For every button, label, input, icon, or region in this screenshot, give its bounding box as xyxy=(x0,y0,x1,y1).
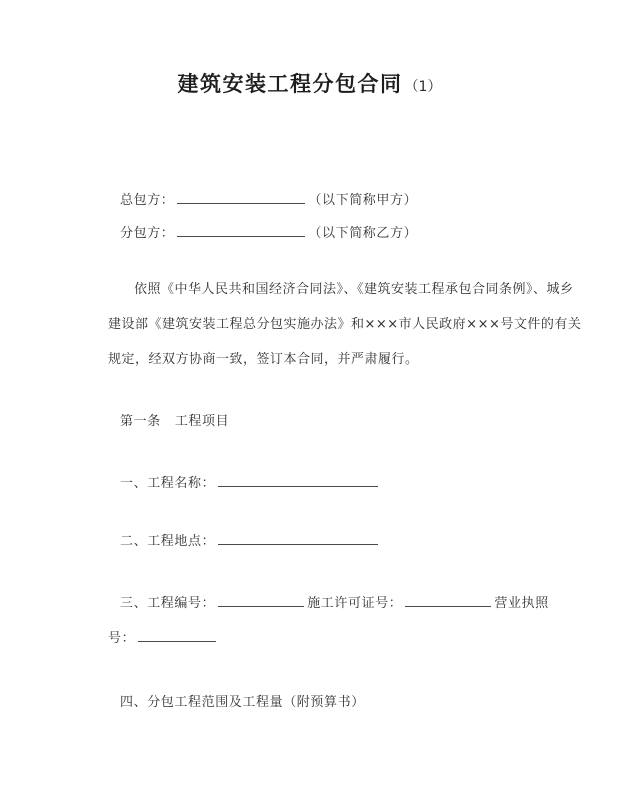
preamble-paragraph xyxy=(108,272,582,377)
party-row-subcontractor xyxy=(108,216,512,251)
item-project-numbers xyxy=(108,586,549,656)
party-row-general-contractor xyxy=(108,183,512,218)
preamble-line-2: 建设部《建筑安装工程总分包实施办法》和×××市人民政府×××号文件的有关 xyxy=(108,317,582,332)
preamble-line-1: 依照《中华人民共和国经济合同法》、《建筑安装工程承包合同条例》、城乡 xyxy=(134,282,574,297)
general-contractor-label: 总包方： xyxy=(120,193,175,208)
item-project-location-label: 二、工程地点： xyxy=(120,534,216,549)
item-construction-permit-blank[interactable] xyxy=(405,593,491,607)
item-construction-permit-label: 施工许可证号： xyxy=(307,596,403,611)
item-business-license-cont-label: 号： xyxy=(108,631,136,646)
subcontractor-blank[interactable] xyxy=(177,223,305,237)
item-project-location xyxy=(108,524,512,559)
page-title xyxy=(0,68,619,98)
subcontractor-label: 分包方： xyxy=(120,226,175,241)
general-contractor-note: （以下简称甲方） xyxy=(308,193,418,208)
item-project-name-blank[interactable] xyxy=(218,473,378,487)
subcontractor-note: （以下简称乙方） xyxy=(308,226,418,241)
article-one-number: 第一条 xyxy=(120,414,161,429)
title-suffix-text: （1） xyxy=(404,79,442,95)
item-subcontract-scope xyxy=(108,685,512,720)
title-main-text: 建筑安装工程分包合同 xyxy=(177,72,403,96)
preamble-line-3: 规定，经双方协商一致，签订本合同，并严肃履行。 xyxy=(108,352,419,367)
item-project-name xyxy=(108,466,512,501)
article-one-heading xyxy=(108,404,512,439)
article-one-title: 工程项目 xyxy=(174,414,230,429)
item-project-name-label: 一、工程名称： xyxy=(120,476,216,491)
item-project-number-blank[interactable] xyxy=(218,593,304,607)
item-business-license-label: 营业执照 xyxy=(494,596,549,611)
item-subcontract-scope-label: 四、分包工程范围及工程量（附预算书） xyxy=(120,695,365,710)
general-contractor-blank[interactable] xyxy=(177,190,305,204)
item-project-location-blank[interactable] xyxy=(218,531,378,545)
item-business-license-blank[interactable] xyxy=(138,628,216,642)
item-project-number-label: 三、工程编号： xyxy=(120,596,216,611)
